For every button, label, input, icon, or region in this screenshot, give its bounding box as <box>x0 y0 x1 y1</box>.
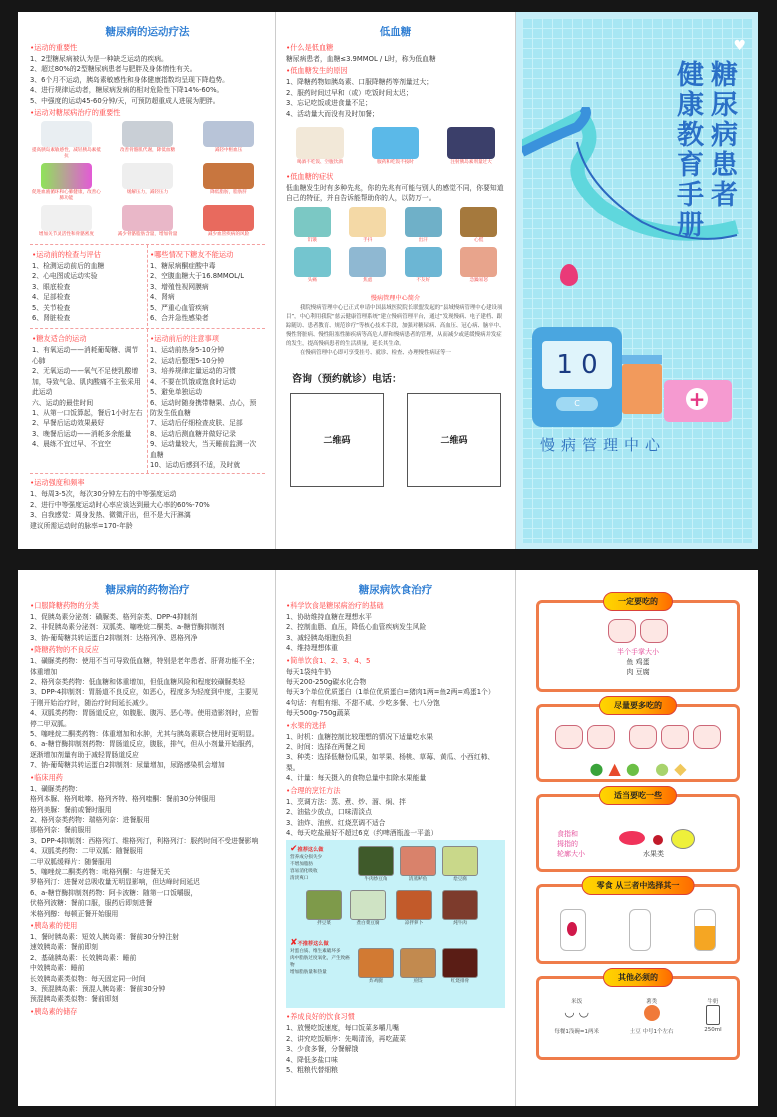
portion-guide-panel <box>516 570 758 1106</box>
tip: 增加脂肪量和热量 <box>290 970 327 976</box>
food-item: 肉 豆腐 <box>626 668 650 676</box>
symptom: 出汗 <box>397 207 450 244</box>
card-badge: 一定要吃的 <box>603 592 673 611</box>
recommend-title: ✔推荐这么做 <box>290 844 324 855</box>
list-item: 4、活动量大而没有及时加餐； <box>286 109 379 118</box>
list-item: 6、a-糖苷酶抑制剂药物：阿卡波糖：随第一口饭嚼服， <box>30 888 198 897</box>
list-item: 4、不要在饥饿或饱食时运动 <box>150 377 236 386</box>
hypoglycemia-panel <box>276 12 516 549</box>
list-item: 6、肾脏检查 <box>32 314 71 323</box>
vegetables-icon: ● ▲ ● ● ◆ <box>589 759 687 778</box>
list-item: 六、运动的最佳时间 <box>32 398 94 407</box>
dish-photo: 拌豆菜 <box>306 890 342 926</box>
list-item: 4、每天吃盐最好不超过6克（约啤酒瓶盖一平盖） <box>286 828 438 837</box>
list-item: 4句话：有粗有细、不甜不咸、少吃多餐、七八分饱 <box>286 698 440 707</box>
tip: 不增加脂肪 <box>290 862 313 868</box>
section-heading: •临床用药 <box>30 772 63 782</box>
diet-panel <box>276 570 516 1106</box>
illustration: 增加关节灵活性和骨骼密度 <box>30 205 103 238</box>
tip: 对蛋白质、维生素破坏多 <box>290 949 341 955</box>
list-item: 4、计量：每天摄入的食物总量中扣除水果能量 <box>286 774 427 783</box>
list-item: 4、晨练不宜过早、不宜空 <box>32 440 112 449</box>
symptom: 饥饿 <box>286 207 339 244</box>
list-item: 2、控制血脂、血压，降低心血管疾病发生风险 <box>286 623 427 632</box>
benefit-illustrations <box>30 121 265 241</box>
eat-more-card <box>536 701 740 782</box>
list-item: 建议所需运动时的脉率=170-年龄 <box>30 521 133 530</box>
symptom: 不友好 <box>397 247 450 284</box>
section-heading: •哪些情况下糖友不能运动 <box>150 250 234 260</box>
orange-icon <box>671 829 695 849</box>
list-item: 1、放慢吃饭速度，每口饭菜多嚼几嘴 <box>286 1024 400 1033</box>
section-heading: •运动强度和频率 <box>30 478 85 488</box>
list-item: 3、DPP-4抑制剂：胃肠道不良反应，如恶心，程度多为轻度到中度，主要见于刚开始治疗时，随治疗时间延长减少。 <box>30 688 259 707</box>
list-item: 2、格列奈类药物：瑞格列奈：进餐服用 <box>30 815 150 824</box>
dish-photo: 炸鸡腿 <box>358 948 394 984</box>
paragraph: 低血糖发生时有多种先兆，你的先兆有可能与别人的感觉不同，你要知道自己的特征，并自告诉能帮助你的人，以防万一。 <box>286 184 504 203</box>
not-recommend-title: ✘不推荐这么做 <box>290 938 329 949</box>
list-item: 1、2型糖尿病被认为是一种缺乏运动的疾病。 <box>30 55 168 63</box>
list-item: 3、种类：选择低糖份瓜果，如苹果、杨桃、草莓、黄瓜、小西红柿、梨。 <box>286 753 495 772</box>
food-item: 鱼 鸡蛋 <box>626 658 650 666</box>
cross-icon: ✘ <box>290 938 298 949</box>
list-item: 9、运动量较大，当天睡前监测一次血糖 <box>150 440 257 459</box>
strawberry-icon <box>653 835 663 845</box>
list-item: 6、合并急性感染者 <box>150 314 209 323</box>
hands-icon <box>539 725 737 753</box>
illustration: 注射胰岛素剂量过大 <box>437 127 505 166</box>
check-icon: ✔ <box>290 844 298 855</box>
list-item: 5、中强度的运动45-60分钟/天，可预防超重成人进展为肥胖。 <box>30 96 220 105</box>
medicine-jar-icon <box>622 364 662 414</box>
list-item: 1、从第一口饭算起，餐后1小时左右 <box>32 408 143 417</box>
list-item: 5、粗粮代替细粮 <box>286 1065 338 1074</box>
section-heading: •运动的重要性 <box>30 43 78 52</box>
list-item: 4、维持理想体重 <box>286 644 338 653</box>
list-item: 2、服药时间过早和（或）吃饭时间太迟； <box>286 88 413 97</box>
qr-code-row <box>286 393 505 487</box>
consult-phone-label: 咨询（预约就诊）电话： <box>292 373 402 385</box>
illustration: 服药和吃饭不按时 <box>362 127 430 166</box>
list-item: 7、运动后仔细检查皮肤、足部 <box>150 419 243 428</box>
section-heading: •胰岛素的使用 <box>30 920 78 930</box>
paragraph: 糖尿病患者，血糖≤3.9MMOL / L时，称为低血糖 <box>286 55 436 63</box>
list-item: 二甲双胍缓释片：随餐服用 <box>30 857 112 866</box>
rice-item: 米饭 ◡ ◡ 每餐1浅碗=1两米 <box>554 999 599 1035</box>
list-item: 3、钠-葡萄糖共转运蛋白2抑制剂：达格列净、恩格列净 <box>30 633 198 642</box>
list-item: 2、心电图或运动实验 <box>32 272 98 281</box>
illustration: 减少血管疾病的风险 <box>192 205 265 238</box>
list-item: 1、烹调方法：蒸、煮、炒、溜、焖、拌 <box>286 797 406 806</box>
panel-title: 糖尿病的运动疗法 <box>105 26 190 38</box>
list-item: 1、磺脲类药物： <box>30 784 82 793</box>
dish-photo: 烩豆腐 <box>442 846 478 882</box>
list-item: 8、运动后测血糖并做好记录 <box>150 429 236 438</box>
brochure-inside <box>18 570 758 1106</box>
illustration: 提高胰岛素敏感性，减轻胰岛素抵抗 <box>30 121 103 160</box>
list-item: 1、有氧运动——消耗葡萄糖、调节心肺 <box>32 346 139 365</box>
center-name: 慢病管理中心 <box>540 436 667 454</box>
list-item: 2、超过80%的2型糖尿病患者与肥胖及身体惰性有关。 <box>30 65 197 74</box>
checks-grid <box>30 244 265 326</box>
intro-heading: 慢病管理中心简介 <box>370 294 421 302</box>
symptom: 焦虑 <box>341 247 394 284</box>
others-card <box>536 973 740 1060</box>
cause-illustrations <box>286 127 505 169</box>
list-item: 1、运动前热身5-10分钟 <box>150 346 225 355</box>
list-item: 3、增殖性视网膜病 <box>150 282 209 291</box>
list-item: 那格列奈：餐前服用 <box>30 826 92 835</box>
list-item: 罗格列汀：进餐对总吸收量无明显影响，但达峰时间延迟 <box>30 878 200 887</box>
list-item: 预混胰岛素类似物：餐前即刻 <box>30 995 119 1004</box>
exercise-panel <box>18 12 276 549</box>
section-heading: •糖友适合的运动 <box>32 334 87 344</box>
list-item: 2、讲究吃饭顺序：先喝清汤，再吃蔬菜 <box>286 1034 406 1043</box>
list-item: 2、非促胰岛素分泌剂：双胍类、噻唑烷二酮类、a-糖苷酶抑制剂 <box>30 623 225 632</box>
list-item: 每天1袋纯牛奶 <box>286 667 332 676</box>
list-item: 4、降低多盐口味 <box>286 1055 338 1064</box>
list-item: 2、无氧运动——氧气不足使乳酸增加，导致气急、肌肉酸痛不主张采用此运动 <box>32 367 141 397</box>
tip: 清淡爽口 <box>290 876 309 882</box>
dish-photo: 凉拌萝卜 <box>396 890 432 926</box>
list-item: 3、眼底检查 <box>32 282 71 291</box>
list-item: 1、促胰岛素分泌剂：磺脲类、格列奈类、DPP-4抑制剂 <box>30 613 198 621</box>
list-item: 5、噻唑烷二酮类药物：吡格列酮：与进餐无关 <box>30 867 171 876</box>
list-item: 3、DPP-4抑制剂：西格列汀、维格列汀，利格列汀：服药时间不受进餐影响 <box>30 836 259 845</box>
symptom: 急躁易怒 <box>452 247 505 284</box>
list-item: 2、早餐后运动效果最好 <box>32 419 105 428</box>
dish-photo: 煎饺 <box>400 948 436 984</box>
list-item: 5、噻唑烷二酮类药物：体重增加和水肿，尤其与胰岛素联合使用时更明显。 <box>30 730 259 739</box>
illustration: 减轻中枢血压 <box>192 121 265 160</box>
list-item: 1、磺脲类药物：使用不当可导致低血糖，特别是老年患者、肝肾功能不全；体重增加 <box>30 657 259 676</box>
list-item: 1、餐时胰岛素：短效人胰岛素：餐前30分钟注射 <box>30 932 179 941</box>
list-item: 10、运动后感到不适，及时就 <box>150 460 241 469</box>
section-heading: •什么是低血糖 <box>286 43 334 52</box>
list-item: 2、时间：选择在两餐之间 <box>286 743 366 752</box>
illustration: 缓解压力，减轻压力 <box>111 163 184 202</box>
qr-code-placeholder[interactable]: 二维码 <box>407 393 501 487</box>
snack-options <box>539 909 737 951</box>
list-item: 3、预混胰岛素：预混人胰岛素：餐前30分钟 <box>30 985 166 993</box>
section-heading: •科学饮食是糖尿病治疗的基础 <box>286 601 384 610</box>
list-item: 4、肾病 <box>150 293 175 302</box>
cover-title-line2: 健康教育手册 <box>672 60 703 240</box>
intro-paragraph: 在慢病管理中心即可享受挂号、就诊、检查、办理慢性病证等一 <box>300 349 451 356</box>
list-item: 4、双胍类药物：二甲双胍：随餐服用 <box>30 847 144 856</box>
list-item: 5、避免单独运动 <box>150 388 202 397</box>
list-item: 2、空腹血糖大于16.8MMOL/L <box>150 272 244 281</box>
dish-photo: 红烧排骨 <box>442 948 478 984</box>
meter-button: C <box>556 397 598 411</box>
list-item: 2、基础胰岛素：长效胰岛素：睡前 <box>30 953 137 962</box>
list-item: 6、运动时随身携带糖果、点心，预防发生低血糖 <box>150 398 257 417</box>
panel-title: 糖尿病饮食治疗 <box>358 584 433 596</box>
list-item: 1、降糖药物如胰岛素、口服降糖药等剂量过大； <box>286 78 434 87</box>
list-item: 速效胰岛素：餐前即刻 <box>30 943 98 952</box>
illustration: 改善骨骼肌代谢，降低血糖 <box>111 121 184 160</box>
list-item: 1、时机：血糖控制比较理想的情况下适量吃水果 <box>286 732 434 741</box>
glucose-meter-icon <box>532 327 622 427</box>
dish-photo: 清蒸鲈鱼 <box>400 846 436 882</box>
list-item: 每天200-250g碳水化合物 <box>286 678 367 687</box>
illustration: 促进血液循环和心肺健康，改善心肺功能 <box>30 163 103 202</box>
section-heading: •养成良好的饮食习惯 <box>286 1012 355 1022</box>
tip: 肉中脂肪过度氧化，产生致癌物 <box>290 956 350 969</box>
symptom-illustrations <box>286 207 505 287</box>
brochure-outside <box>18 12 758 549</box>
list-item: 3、自我感觉：周身发热、微微汗出，但不是大汗淋漓 <box>30 511 191 520</box>
list-item: 4、进行规律运动者，糖尿病发病的相对危险性下降14%-60%。 <box>30 86 224 95</box>
milk-item: 牛奶 250ml <box>704 999 722 1033</box>
list-item: 3、忘记吃饭或进食量不足； <box>286 99 372 108</box>
illustration: 喝酒不吃饭、空腹饮酒 <box>286 127 354 166</box>
list-item: 6、a-糖苷酶抑制剂药物：胃肠道反应，腹胀，排气，但从小剂量开始服药，逐渐增加剂量有助于减轻胃肠道反应 <box>30 740 259 759</box>
list-item: 2、运动后整理5-10分钟 <box>150 356 225 365</box>
symptom: 手抖 <box>341 207 394 244</box>
list-item: 1、每周3-5次，每次30分钟左右的中等强度运动 <box>30 490 177 499</box>
list-item: 1、检测运动前后的血糖 <box>32 262 105 271</box>
list-item: 3、少食多餐，分餐解饿 <box>286 1045 359 1054</box>
list-item: 2、格列奈类药物：低血糖和体重增加，但低血糖风险和程度较磺脲类轻 <box>30 678 246 687</box>
list-item: 格列美脲：餐前或餐时服用 <box>30 805 112 814</box>
panel-title: 低血糖 <box>379 26 412 38</box>
tip: 营养成分损失少 <box>290 855 323 861</box>
list-item: 每天500g-750g蔬菜 <box>286 709 351 718</box>
list-item: 3、油炸、油煎、红烧烹调不适合 <box>286 818 386 827</box>
card-badge: 其他必须的 <box>603 968 673 987</box>
fruit-icon <box>619 831 645 845</box>
finger-outline-label: 食指和 拇指的 轮廓大小 <box>557 830 585 858</box>
portion-size: 半个手掌大小 <box>617 648 659 656</box>
potato-item: 薯类 土豆 中号1个左右 <box>629 999 674 1035</box>
section-heading: •简单饮食1、2、3、4、5 <box>286 655 371 665</box>
list-item: 7、钠-葡萄糖共转运蛋白2抑制剂：尿量增加，尿路感染机会增加 <box>30 761 225 770</box>
section-heading: •口服降糖药物的分类 <box>30 601 99 610</box>
list-item: 每天3个单位优质蛋白（1单位优质蛋白=猪肉1两=鱼2两=鸡蛋1个） <box>286 688 495 697</box>
panel-title: 糖尿病的药物治疗 <box>105 584 190 596</box>
intro-paragraph: 我院慢病管理中心已正式申请中国县域医院院长联盟发起的“县域慢病管理中心建设项目”，中心利用我院“慈云健康管理系统”建立慢病管理平台，通过“发现慢病、电子建档、跟踪随访、患者教育、规范诊疗”等核心技术手段，加强对糖尿病、高血压、冠心病、脑卒中、慢性肾脏病、慢性阻塞性肺疾病等高危人群和慢病患者的管理，从而减少或延缓慢病并发症的发生，提高慢病患者的生活质量，延长其生命。 <box>286 304 505 347</box>
must-eat-card <box>536 597 740 692</box>
section-heading: •低血糖发生的原因 <box>286 66 348 76</box>
list-item: 4、双胍类药物：胃肠道反应，如腹胀、腹泻、恶心等。使用造影剂时，应暂停二甲双胍。 <box>30 709 259 728</box>
meter-reading: 1 0 <box>542 341 612 389</box>
illustration: 减少骨骼脂肪含量，增加骨量 <box>111 205 184 238</box>
section-heading: •胰岛素的储存 <box>30 1006 78 1016</box>
first-aid-kit-icon: + <box>664 380 732 422</box>
tip: 容易消化吸收 <box>290 869 318 875</box>
symptom: 心慌 <box>452 207 505 244</box>
card-badge: 尽量要多吃的 <box>599 696 677 715</box>
list-item: 5、严重心血管疾病 <box>150 303 209 312</box>
cover-panel <box>516 12 758 549</box>
list-item: 5、关节检查 <box>32 303 71 312</box>
list-item: 3、培养规律定量运动的习惯 <box>150 367 236 376</box>
section-heading: •运动对糖尿病治疗的重要性 <box>30 108 121 118</box>
list-item: 米格列醇：每顿正餐开始服用 <box>30 909 119 918</box>
list-item: 中效胰岛素：睡前 <box>30 964 85 973</box>
list-item: 1、糖尿病酮症酸中毒 <box>150 262 216 271</box>
dish-photo: 煮白菜豆腐 <box>350 890 386 926</box>
section-heading: •水果的选择 <box>286 720 327 730</box>
list-item: 3、减轻胰岛细胞负担 <box>286 633 352 642</box>
list-item: 3、6个月不运动，胰岛素敏感性和身体健康指数均呈现下降趋势。 <box>30 75 229 84</box>
heart-icon: ♥ <box>733 38 746 54</box>
section-heading: •降糖药物的不良反应 <box>30 645 99 655</box>
qr-code-placeholder[interactable]: 二维码 <box>290 393 384 487</box>
illustration: 降低脂肪，脂肪肝 <box>192 163 265 202</box>
cover-title-line1: 糖尿病患者 <box>706 60 737 210</box>
cooking-examples-box <box>286 840 505 1008</box>
eat-some-card <box>536 791 740 872</box>
list-item: 2、油盐少放点，口味清淡点 <box>286 808 372 817</box>
dish-photo: 炖牛肉 <box>442 890 478 926</box>
list-item: 2、进行中等强度运动时心率应该达到最大心率的60%-70% <box>30 500 210 509</box>
list-item: 4、足部检查 <box>32 293 71 302</box>
list-item: 3、晚餐后运动——消耗多余能量 <box>32 429 132 438</box>
section-heading: •合理的烹饪方法 <box>286 785 341 795</box>
list-item: 长效胰岛素类似物：每天固定同一时间 <box>30 974 146 983</box>
section-heading: •运动前的检查与评估 <box>32 250 101 260</box>
card-badge: 适当要吃一些 <box>599 786 677 805</box>
section-heading: •运动前后的注意事项 <box>150 334 219 344</box>
list-item: 1、协助维持血糖在理想水平 <box>286 613 372 621</box>
symptom: 头痛 <box>286 247 339 284</box>
list-item: 格列本脲、格列吡嗪、格列齐特、格列喹酮：餐前30分钟服用 <box>30 795 216 804</box>
snack-card <box>536 881 740 964</box>
section-heading: •低血糖的症状 <box>286 172 334 182</box>
dish-photo: 牛肉炒豆角 <box>358 846 394 882</box>
card-badge: 零食 从三者中选择其一 <box>582 876 695 895</box>
blood-drop-icon <box>560 264 578 286</box>
medication-panel <box>18 570 276 1106</box>
palm-hands-icon <box>539 619 737 647</box>
list-item: 伏格列波糖：餐前口服，服药后即刻进餐 <box>30 899 153 908</box>
activities-grid <box>30 328 265 473</box>
fruit-label: 水果类 <box>643 850 664 858</box>
